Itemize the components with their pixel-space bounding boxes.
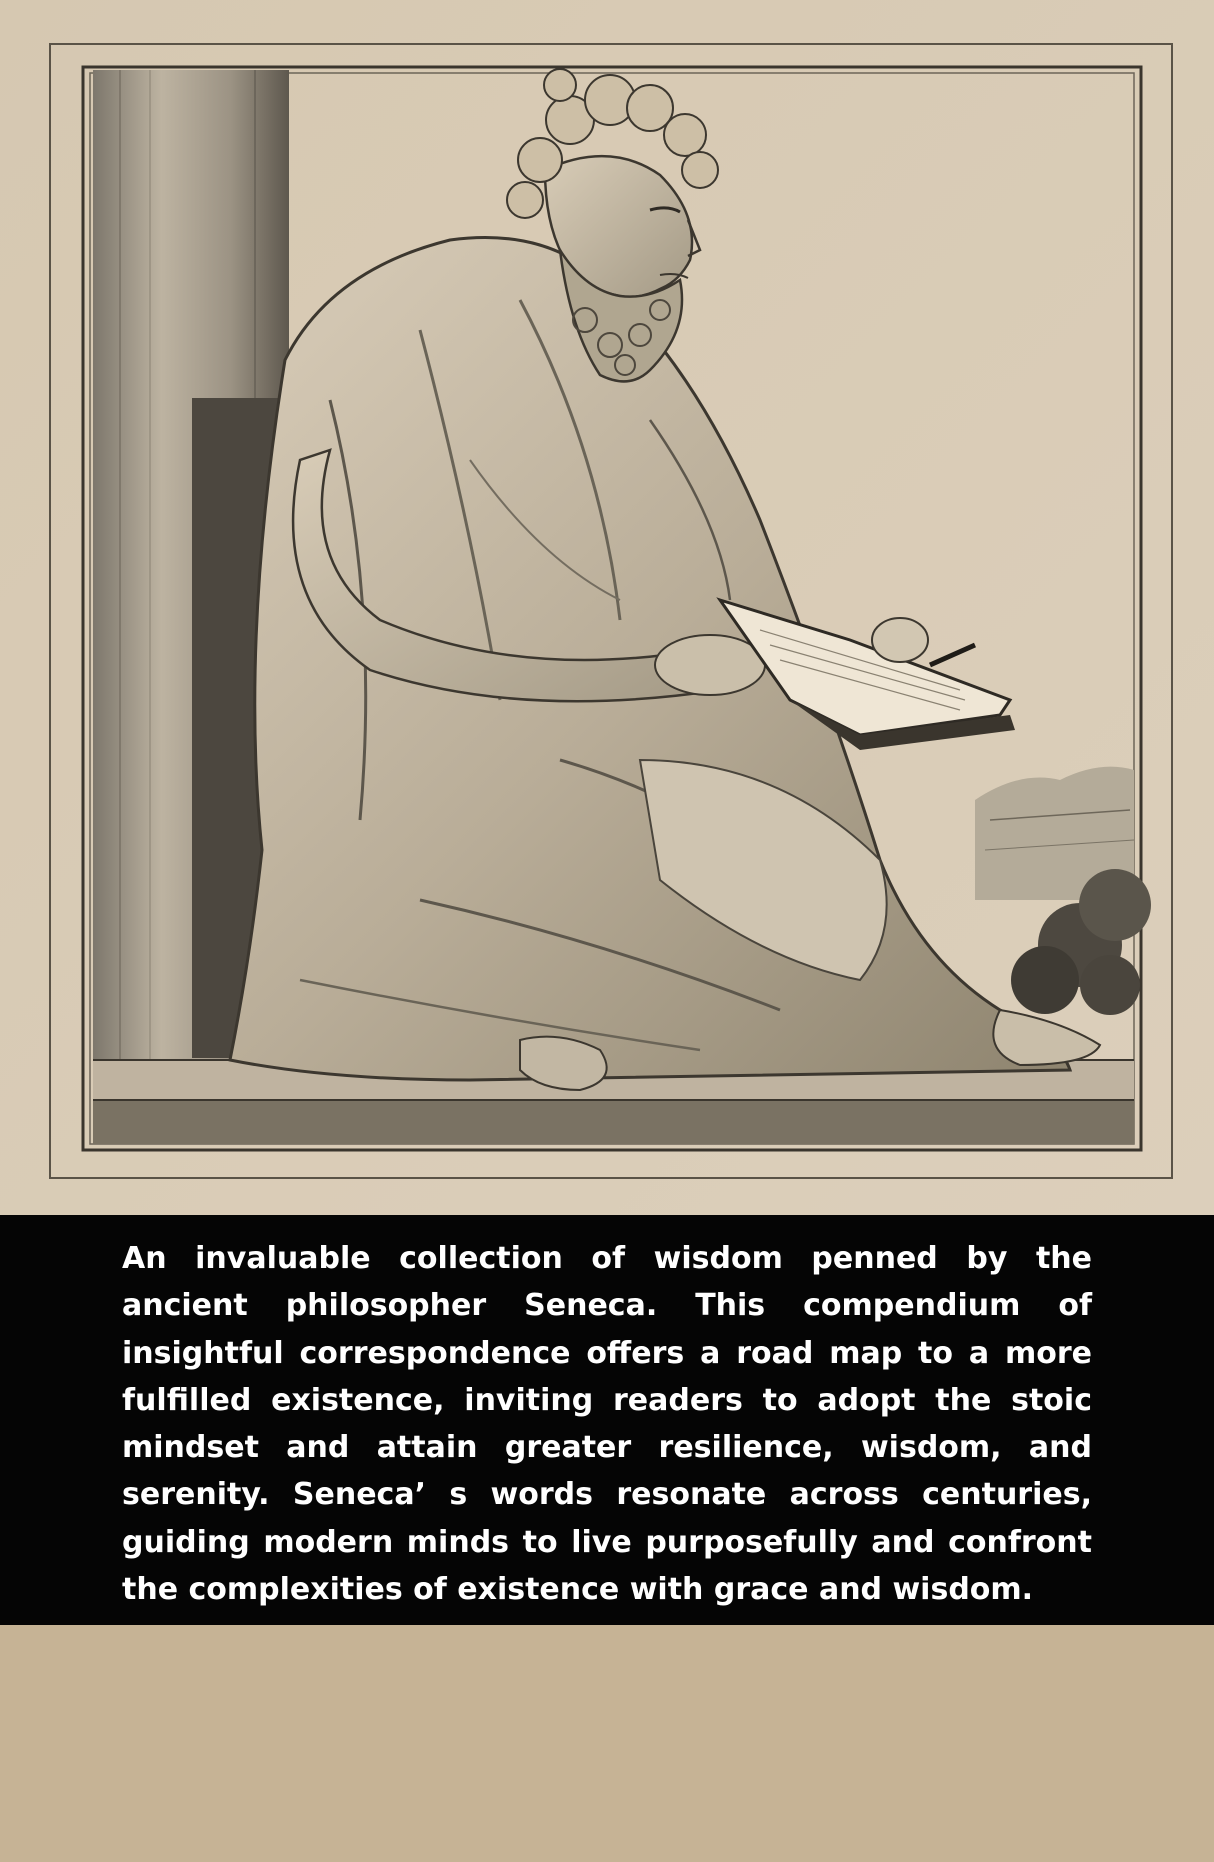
- bottom-panel: [0, 1625, 1214, 1862]
- blurb-text: An invaluable collection of wisdom penned by the ancient philosopher Seneca. This compendium of insightful correspondence offers a road map to a more fulfilled existence, inviting readers to adopt the stoic mindset and attain greater resilience, wisdom, and serenity. Seneca’ s words resonate across centuries, guiding modern minds to live purposefully and confront the complexities of existence with grace and wisdom.: [122, 1241, 1092, 1608]
- blurb-band: [0, 1215, 1214, 1625]
